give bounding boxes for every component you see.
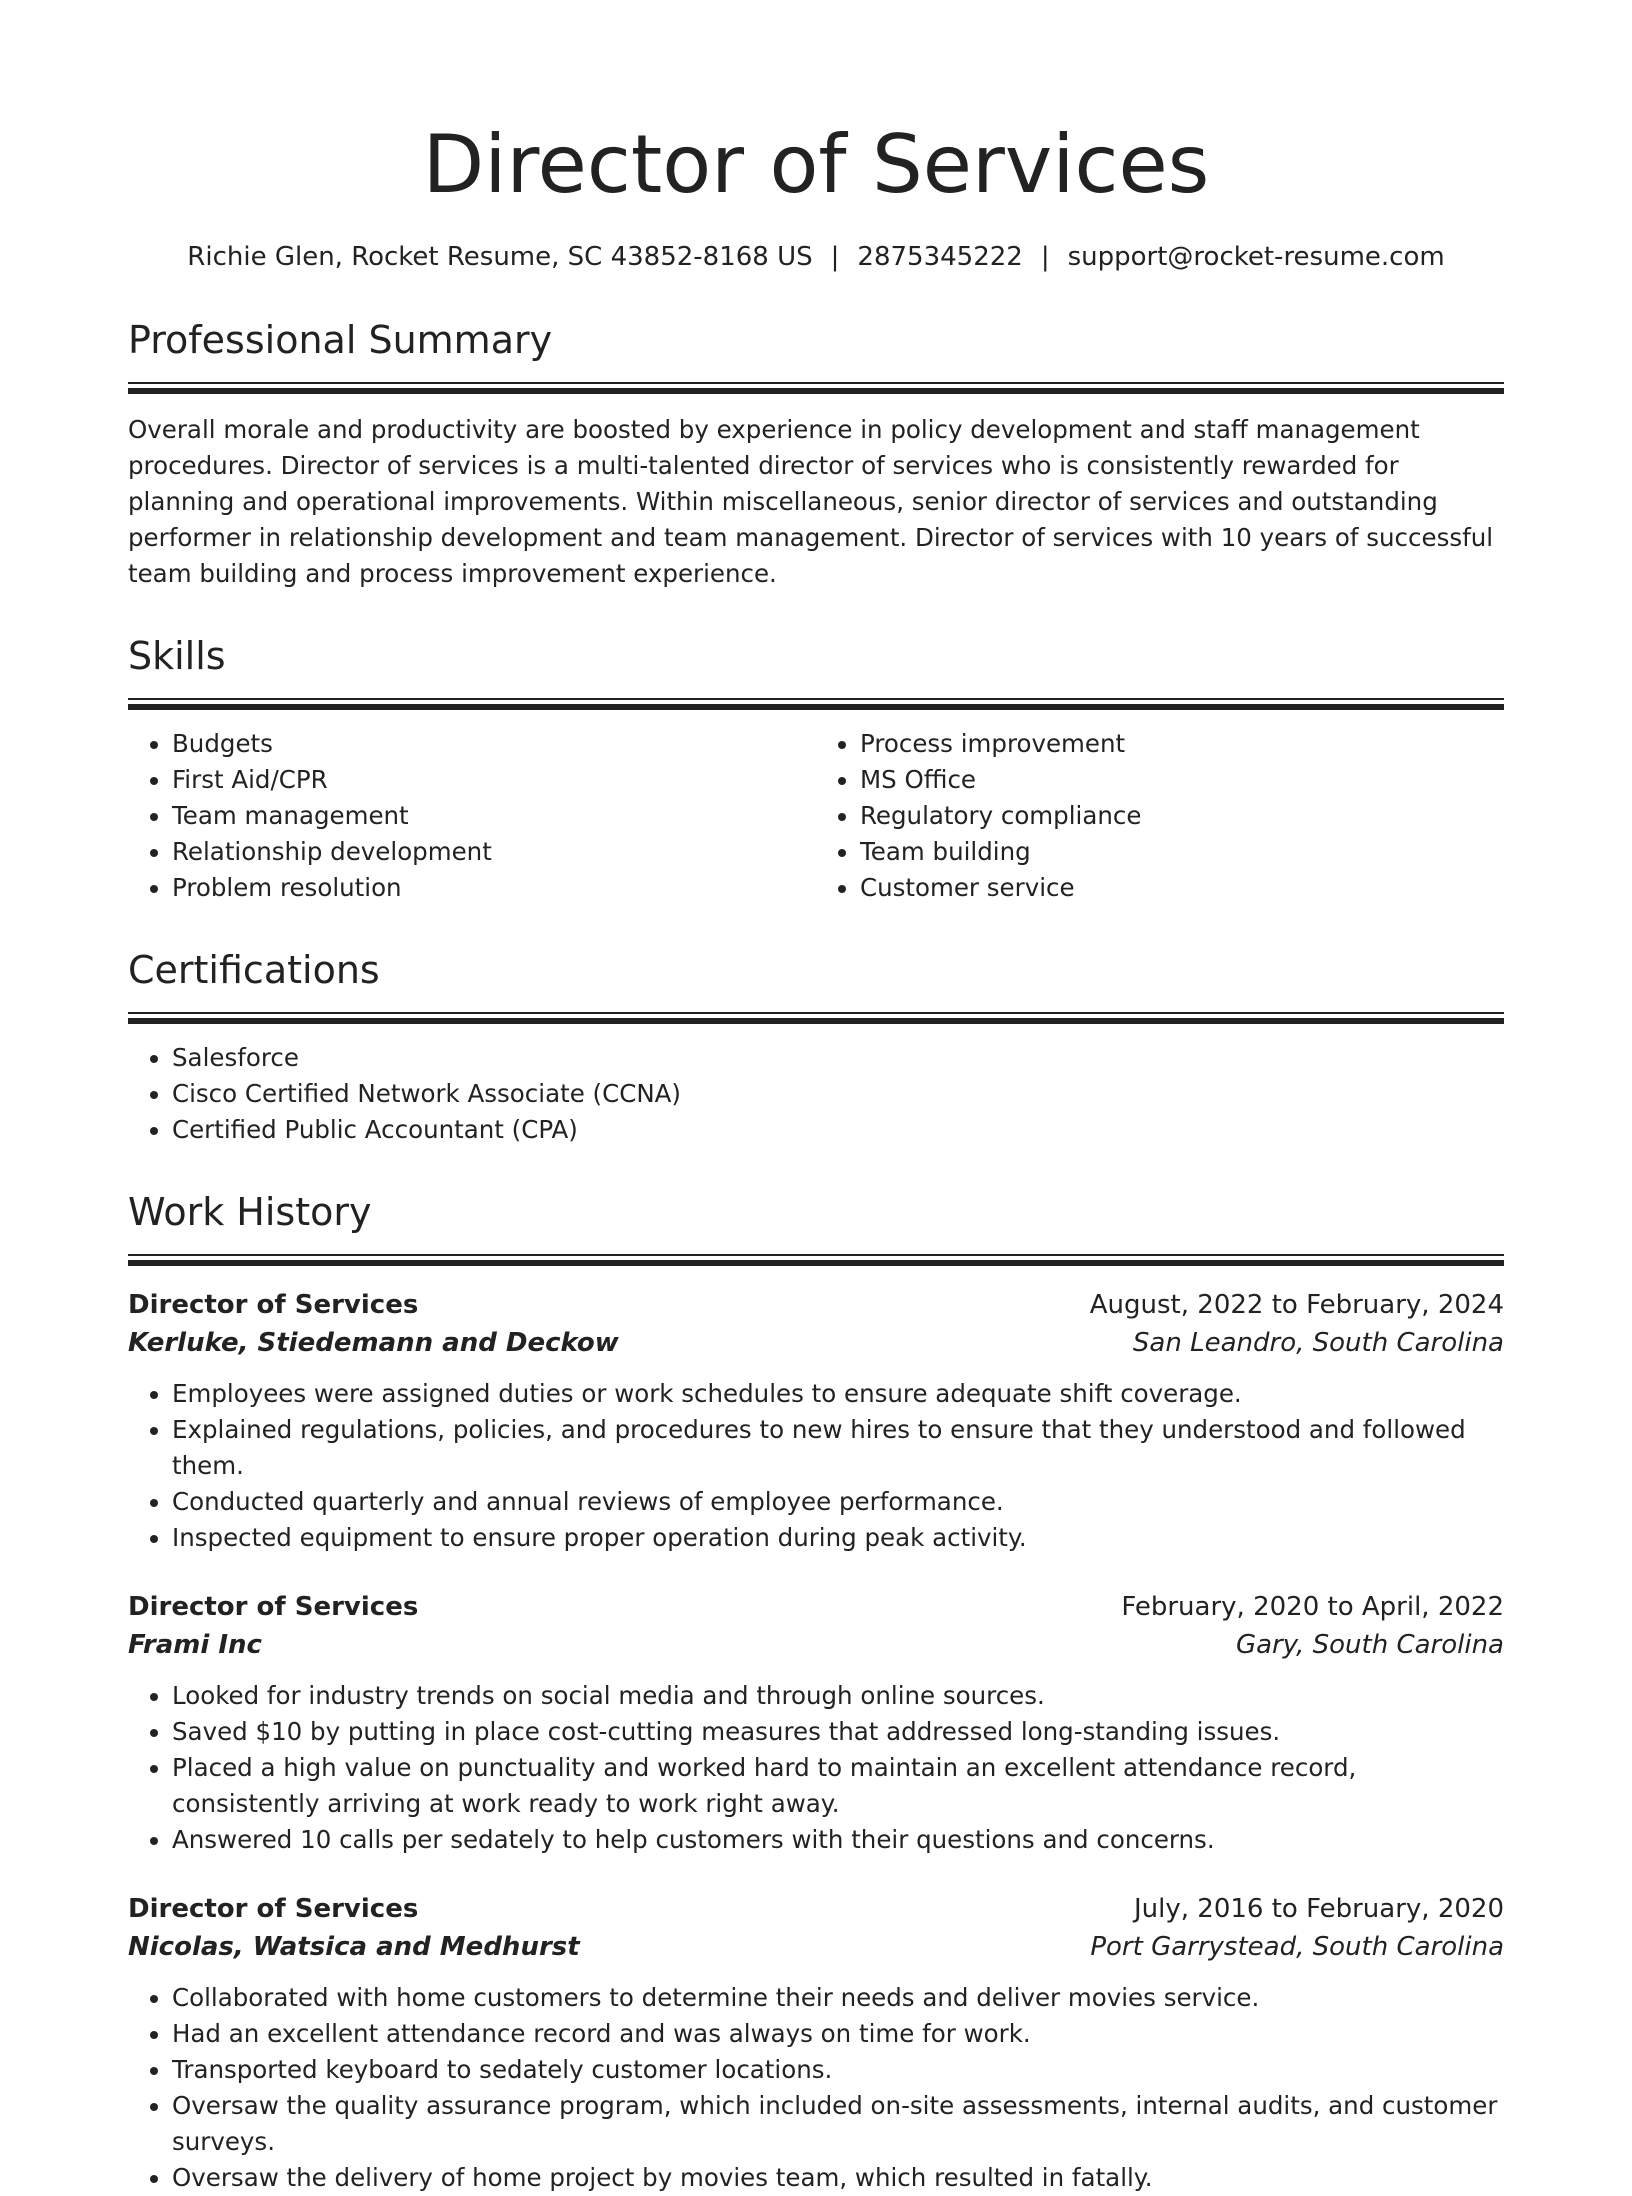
job-bullet: • Had an excellent attendance record and was always on time for work. (172, 2016, 1504, 2052)
resume-page (128, 110, 1504, 2196)
job-title: Director of Services (128, 1290, 419, 1320)
summary-section (128, 314, 1504, 592)
certifications-heading: Certifications (128, 948, 380, 992)
job-entry (128, 1286, 1504, 1556)
skill-item: • MS Office (860, 762, 1504, 798)
job-location: San Leandro, South Carolina (1132, 1328, 1504, 1358)
skill-item: • Problem resolution (172, 870, 816, 906)
skills-columns (128, 726, 1504, 906)
job-header-row (128, 1588, 1504, 1626)
section-divider (128, 1254, 1504, 1266)
job-bullet: • Explained regulations, policies, and procedures to new hires to ensure that they understood and followed them. (172, 1412, 1504, 1484)
contact-phone: 2875345222 (857, 242, 1023, 272)
job-bullet: • Employees were assigned duties or work schedules to ensure adequate shift coverage. (172, 1376, 1504, 1412)
job-dates: July, 2016 to February, 2020 (1134, 1894, 1504, 1924)
job-bullet: • Looked for industry trends on social media and through online sources. (172, 1678, 1504, 1714)
certifications-section (128, 944, 1504, 1148)
job-company-row (128, 1626, 1504, 1664)
job-company: Kerluke, Stiedemann and Deckow (128, 1328, 619, 1358)
job-location: Port Garrystead, South Carolina (1090, 1932, 1504, 1962)
job-company-row (128, 1928, 1504, 1966)
certification-item: • Cisco Certified Network Associate (CCNA) (172, 1076, 1504, 1112)
section-divider (128, 382, 1504, 394)
skills-heading: Skills (128, 634, 226, 678)
job-header-row (128, 1890, 1504, 1928)
section-divider (128, 698, 1504, 710)
section-divider (128, 1012, 1504, 1024)
job-bullet: • Placed a high value on punctuality and worked hard to maintain an excellent attendance record, consistently arriving at work ready to work right away. (172, 1750, 1504, 1822)
work-history-section (128, 1186, 1504, 2196)
job-location: Gary, South Carolina (1235, 1630, 1504, 1660)
job-title: Director of Services (128, 1592, 419, 1622)
skill-item: • Regulatory compliance (860, 798, 1504, 834)
job-bullet: • Inspected equipment to ensure proper operation during peak activity. (172, 1520, 1504, 1556)
job-company: Nicolas, Watsica and Medhurst (128, 1932, 580, 1962)
certification-item: • Salesforce (172, 1040, 1504, 1076)
certification-item: • Certified Public Accountant (CPA) (172, 1112, 1504, 1148)
contact-separator: | (1040, 242, 1050, 272)
certifications-list (128, 1040, 1504, 1148)
contact-line (128, 238, 1504, 276)
job-bullet: • Oversaw the delivery of home project by movies team, which resulted in fatally. (172, 2160, 1504, 2196)
job-bullet: • Answered 10 calls per sedately to help customers with their questions and concerns. (172, 1822, 1504, 1858)
job-title: Director of Services (128, 1894, 419, 1924)
skill-item: • First Aid/CPR (172, 762, 816, 798)
job-entry (128, 1890, 1504, 2196)
skills-left-list (128, 726, 816, 906)
job-bullet: • Collaborated with home customers to determine their needs and deliver movies service. (172, 1980, 1504, 2016)
job-entry (128, 1588, 1504, 1858)
job-header-row (128, 1286, 1504, 1324)
work-history-heading: Work History (128, 1190, 372, 1234)
job-bullets (128, 1980, 1504, 2196)
job-bullet: • Conducted quarterly and annual reviews of employee performance. (172, 1484, 1504, 1520)
job-dates: August, 2022 to February, 2024 (1089, 1290, 1504, 1320)
job-bullet: • Oversaw the quality assurance program, which included on-site assessments, internal audits, and customer surveys. (172, 2088, 1504, 2160)
resume-title: Director of Services (422, 118, 1210, 211)
job-company-row (128, 1324, 1504, 1362)
job-bullet: • Transported keyboard to sedately customer locations. (172, 2052, 1504, 2088)
summary-text: Overall morale and productivity are boosted by experience in policy development and staff management procedures. Director of services is a multi-talented director of services who is consistently rewarded for planning and operational improvements. Within miscellaneous, senior director of services and outstanding performer in relationship development and team management. Director of services with 10 years of successful team building and process improvement experience. (128, 415, 1494, 588)
skill-item: • Team building (860, 834, 1504, 870)
contact-address: Richie Glen, Rocket Resume, SC 43852-8168 US (187, 242, 813, 272)
job-dates: February, 2020 to April, 2022 (1121, 1592, 1504, 1622)
skills-section (128, 630, 1504, 906)
contact-email: support@rocket-resume.com (1067, 242, 1445, 272)
summary-heading: Professional Summary (128, 318, 553, 362)
skill-item: • Customer service (860, 870, 1504, 906)
contact-separator: | (830, 242, 840, 272)
job-bullets (128, 1376, 1504, 1556)
skill-item: • Process improvement (860, 726, 1504, 762)
skills-right-list (816, 726, 1504, 906)
skill-item: • Relationship development (172, 834, 816, 870)
skill-item: • Budgets (172, 726, 816, 762)
skill-item: • Team management (172, 798, 816, 834)
job-bullet: • Saved $10 by putting in place cost-cutting measures that addressed long-standing issues. (172, 1714, 1504, 1750)
job-company: Frami Inc (128, 1630, 262, 1660)
job-bullets (128, 1678, 1504, 1858)
